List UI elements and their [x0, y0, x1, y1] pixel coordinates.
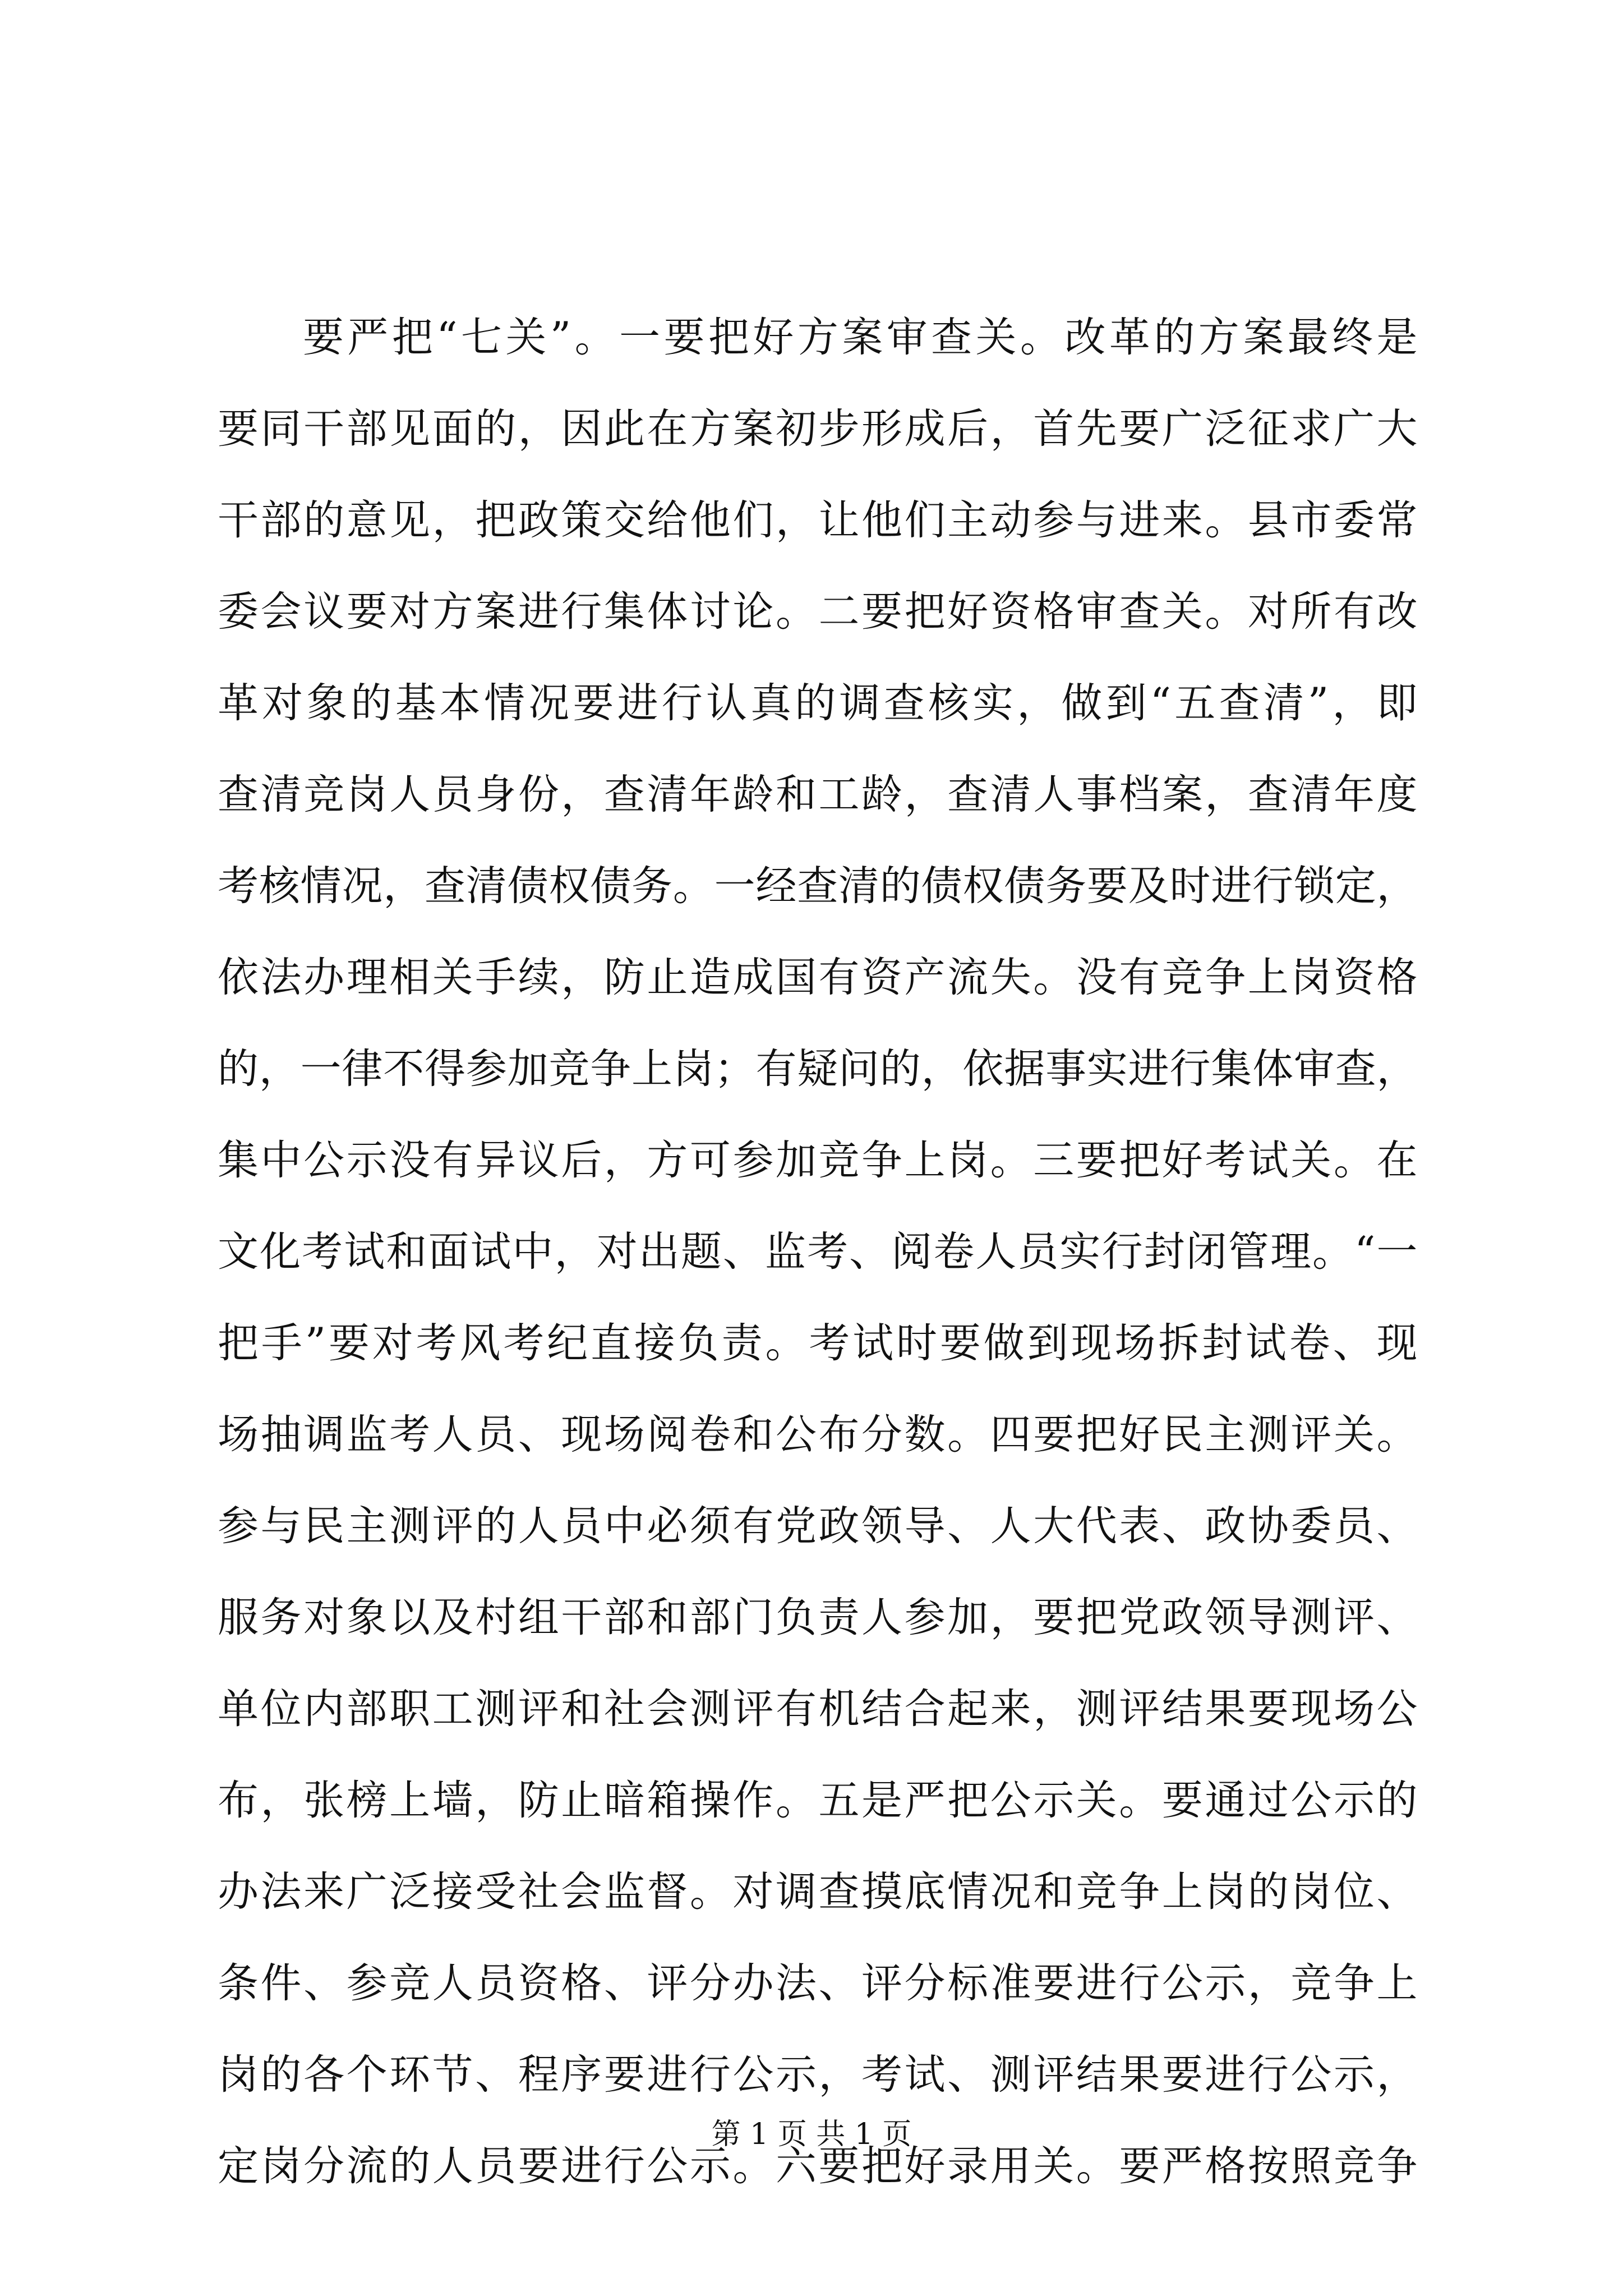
page-footer: 第 1 页 共 1 页: [711, 2118, 912, 2151]
text-line: 干部的意见，把政策交给他们，让他们主动参与进来。县市委常: [218, 496, 1418, 544]
text-line: 的，一律不得参加竞争上岗；有疑问的，依据事实进行集体审查，: [218, 1045, 1418, 1093]
text-line: 服务对象以及村组干部和部门负责人参加，要把党政领导测评、: [218, 1594, 1418, 1641]
text-line: 把手”要对考风考纪直接负责。考试时要做到现场拆封试卷、现: [218, 1319, 1418, 1367]
text-line: 依法办理相关手续，防止造成国有资产流失。没有竞争上岗资格: [218, 954, 1418, 1001]
text-line: 单位内部职工测评和社会测评有机结合起来，测评结果要现场公: [218, 1685, 1418, 1733]
text-line: 革对象的基本情况要进行认真的调查核实，做到“五查清”，即: [218, 679, 1418, 727]
text-line: 要同干部见面的，因此在方案初步形成后，首先要广泛征求广大: [218, 405, 1418, 453]
text-line: 布，张榜上墙，防止暗箱操作。五是严把公示关。要通过公示的: [218, 1777, 1418, 1824]
text-line: 条件、参竞人员资格、评分办法、评分标准要进行公示，竞争上: [218, 1959, 1418, 2007]
text-line: 场抽调监考人员、现场阅卷和公布分数。四要把好民主测评关。: [218, 1411, 1418, 1458]
text-line: 定岗分流的人员要进行公示。六要把好录用关。要严格按照竞争: [218, 2142, 1418, 2190]
text-line: 岗的各个环节、程序要进行公示，考试、测评结果要进行公示，: [218, 2051, 1418, 2099]
text-line: 要严把“七关”。一要把好方案审查关。改革的方案最终是: [303, 314, 1418, 361]
text-line: 考核情况，查清债权债务。一经查清的债权债务要及时进行锁定，: [218, 862, 1418, 910]
text-line: 委会议要对方案进行集体讨论。二要把好资格审查关。对所有改: [218, 588, 1418, 636]
text-line: 参与民主测评的人员中必须有党政领导、人大代表、政协委员、: [218, 1502, 1418, 1550]
text-line: 文化考试和面试中，对出题、监考、阅卷人员实行封闭管理。“一: [218, 1228, 1418, 1276]
text-line: 办法来广泛接受社会监督。对调查摸底情况和竞争上岗的岗位、: [218, 1868, 1418, 1916]
body-paragraph: [218, 292, 1418, 2212]
text-line: 集中公示没有异议后，方可参加竞争上岗。三要把好考试关。在: [218, 1137, 1418, 1184]
text-line: 查清竞岗人员身份，查清年龄和工龄，查清人事档案，查清年度: [218, 771, 1418, 818]
